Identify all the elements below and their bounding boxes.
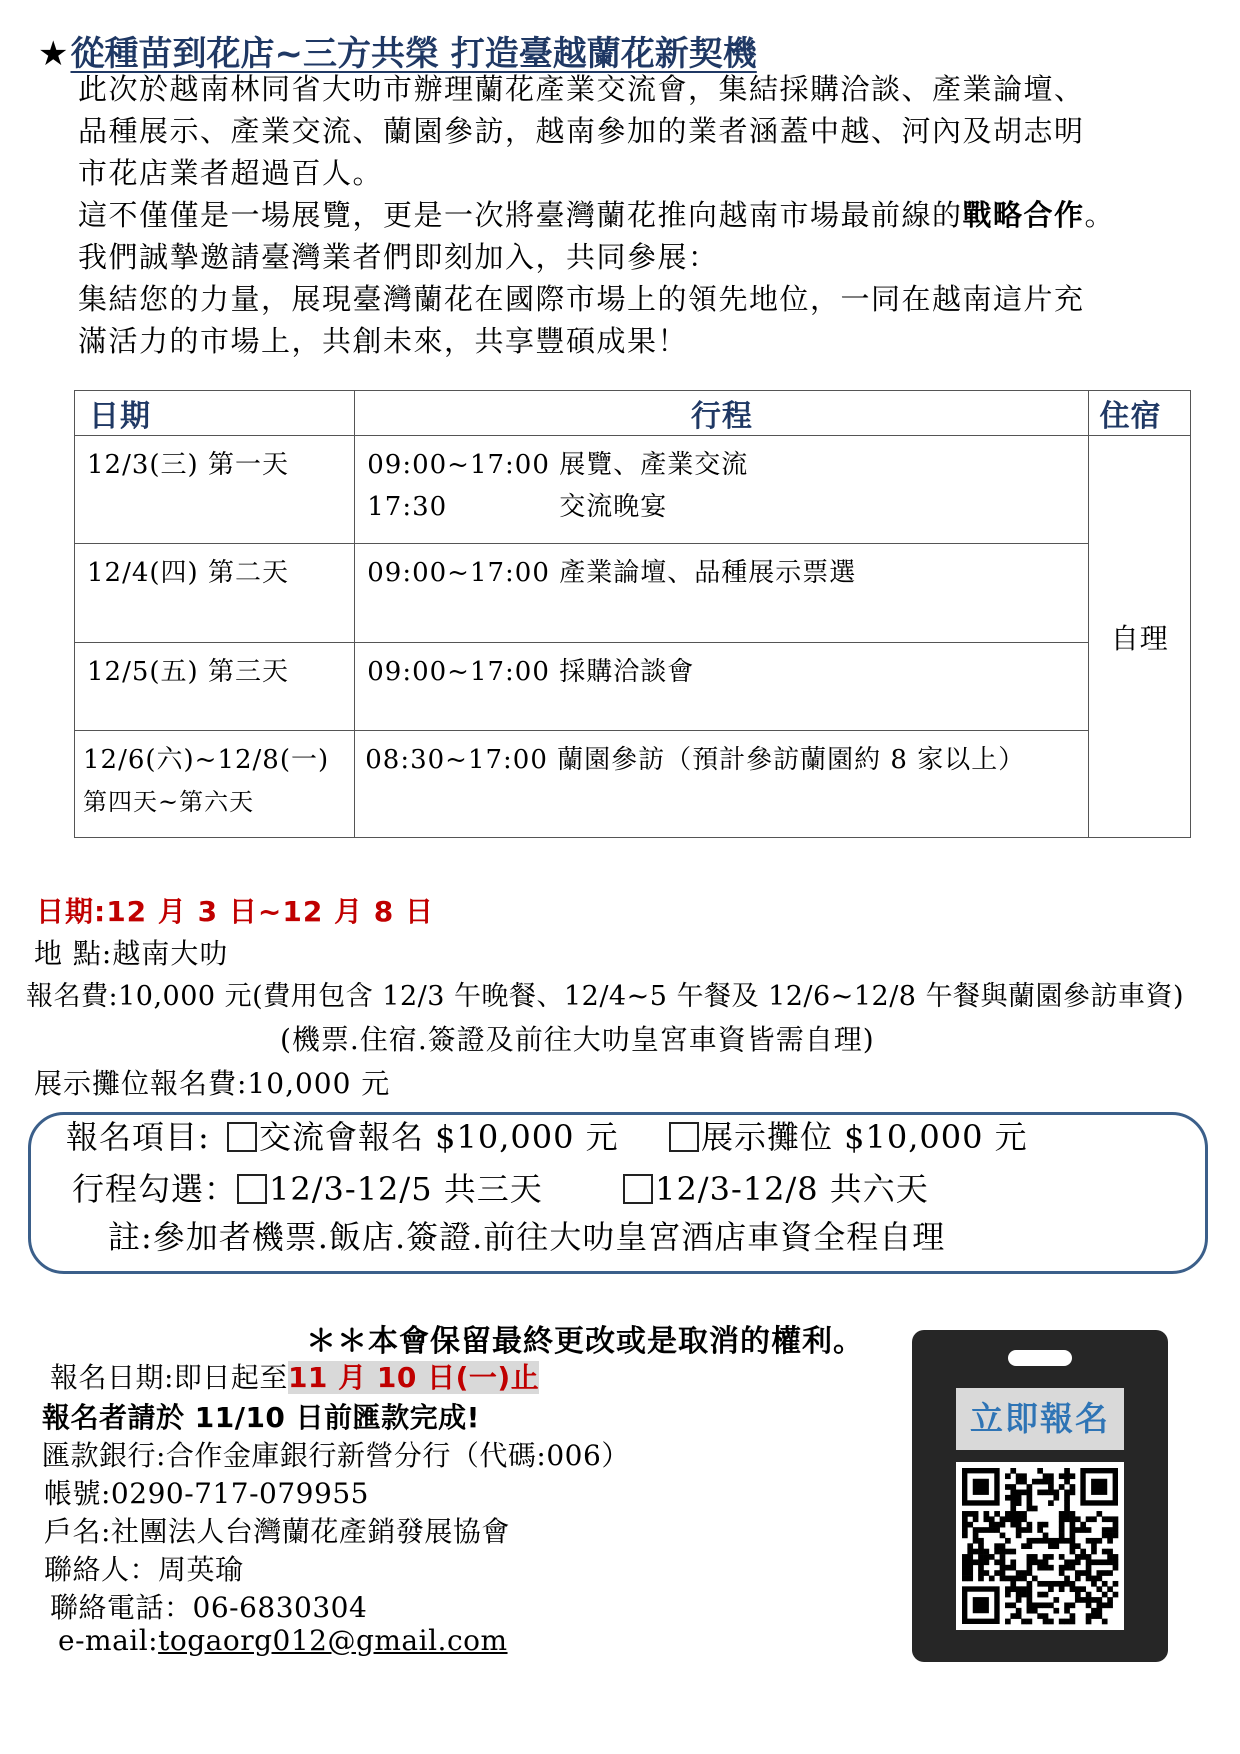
- row-date: [75, 731, 355, 838]
- reg-date: [50, 1356, 539, 1396]
- row-activity: 蘭園參訪（預計參訪蘭園約 8 家以上）: [557, 745, 1026, 775]
- rights-notice: ＊＊本會保留最終更改或是取消的權利。: [306, 1324, 864, 1359]
- intro-line: 滿活力的市場上，共創未來，共享豐碩成果！: [78, 324, 689, 358]
- checkbox-trip-6days[interactable]: [623, 1174, 653, 1204]
- row-activity: 交流晚宴: [559, 492, 668, 522]
- row-date: 12/4(四) 第二天: [75, 544, 355, 643]
- header-date: 日期: [75, 391, 355, 436]
- reg-date-deadline: 11 月 10 日(一)止: [287, 1361, 540, 1394]
- intro-line: 我們誠摯邀請臺灣業者們即刻加入，共同參展：: [78, 240, 719, 274]
- email-link[interactable]: togaorg012@gmail.com: [158, 1624, 508, 1657]
- header-lodging: 住宿: [1089, 391, 1191, 436]
- table-row: [75, 544, 1191, 643]
- row-date-range: 12/6(六)~12/8(一): [83, 745, 330, 775]
- checkbox-trip-3days[interactable]: [237, 1174, 267, 1204]
- row-time: 17:30: [367, 492, 448, 522]
- contact-phone: 聯絡電話：06-6830304: [50, 1591, 368, 1624]
- intro-line: 此次於越南林同省大叻市辦理蘭花產業交流會，集結採購洽談、產業論壇、: [78, 72, 1085, 106]
- row-itinerary: [355, 436, 1089, 544]
- row-date: 12/3(三) 第一天: [75, 436, 355, 544]
- registration-items: [66, 1112, 1028, 1158]
- row-itinerary: [355, 731, 1089, 838]
- intro-line: 市花店業者超過百人。: [78, 156, 384, 190]
- schedule-table: [74, 390, 1191, 838]
- items-label: 報名項目:: [66, 1118, 210, 1156]
- trip-3days-label: 12/3-12/5 共三天: [269, 1170, 543, 1208]
- payment-deadline: 報名者請於 11/10 日前匯款完成!: [42, 1401, 480, 1434]
- registration-note: 註:參加者機票.飯店.簽證.前往大叻皇宮酒店車資全程自理: [108, 1218, 946, 1256]
- row-activity: 展覽、產業交流: [559, 450, 749, 480]
- account-name: 戶名:社團法人台灣蘭花產銷發展協會: [44, 1515, 510, 1548]
- opt-booth-label: 展示攤位 $10,000 元: [701, 1118, 1028, 1156]
- star-icon: ★: [38, 34, 69, 74]
- qr-code-graphic: [956, 1462, 1124, 1630]
- row-date-days: 第四天~第六天: [83, 788, 255, 816]
- row-itinerary: [355, 643, 1089, 731]
- registration-trip: [72, 1164, 929, 1210]
- event-date: 日期:12 月 3 日~12 月 8 日: [36, 895, 435, 928]
- row-time: 09:00~17:00: [367, 558, 550, 588]
- checkbox-exchange[interactable]: [227, 1122, 257, 1152]
- table-row: [75, 731, 1191, 838]
- badge-slot: [1008, 1350, 1072, 1366]
- row-activity: 產業論壇、品種展示票選: [559, 558, 857, 588]
- bank-info: 匯款銀行:合作金庫銀行新營分行（代碼:006）: [42, 1439, 630, 1472]
- header-itinerary: 行程: [355, 391, 1089, 436]
- account-number: 帳號:0290-717-079955: [44, 1477, 369, 1510]
- intro-text: 。: [1084, 198, 1116, 232]
- opt-exchange-label: 交流會報名 $10,000 元: [258, 1118, 619, 1156]
- row-activity: 採購洽談會: [559, 657, 695, 687]
- reg-date-label: 報名日期:即日起至: [50, 1361, 288, 1394]
- contact-email: [58, 1624, 508, 1657]
- row-time: 08:30~17:00: [365, 745, 548, 775]
- intro-bold: 戰略合作: [962, 198, 1085, 232]
- intro-text: 這不僅僅是一場展覽，更是一次將臺灣蘭花推向越南市場最前線的: [78, 198, 963, 232]
- table-row: [75, 643, 1191, 731]
- row-time: 09:00~17:00: [367, 657, 550, 687]
- intro-line: [78, 194, 1218, 236]
- row-time: 09:00~17:00: [367, 450, 550, 480]
- qr-card: [912, 1330, 1168, 1662]
- title-text: 從種苗到花店~三方共榮 打造臺越蘭花新契機: [70, 34, 757, 74]
- row-date: 12/5(五) 第三天: [75, 643, 355, 731]
- intro-line: 集結您的力量，展現臺灣蘭花在國際市場上的領先地位，一同在越南這片充: [78, 282, 1085, 316]
- qr-code[interactable]: [956, 1462, 1124, 1630]
- trip-label: 行程勾選：: [72, 1170, 238, 1208]
- checkbox-booth[interactable]: [669, 1122, 699, 1152]
- event-fee-note: (機票.住宿.簽證及前往大叻皇宮車資皆需自理): [280, 1023, 875, 1056]
- contact-person: 聯絡人：周英瑜: [44, 1553, 244, 1586]
- table-header-row: [75, 391, 1191, 436]
- lodging-cell: 自理: [1089, 436, 1191, 838]
- intro-section: [78, 68, 1218, 362]
- email-label: e-mail:: [58, 1624, 159, 1657]
- event-place: 地 點:越南大叻: [34, 937, 229, 970]
- booth-fee: 展示攤位報名費:10,000 元: [34, 1067, 391, 1100]
- trip-6days-label: 12/3-12/8 共六天: [655, 1170, 929, 1208]
- intro-line: 品種展示、產業交流、蘭園參訪，越南參加的業者涵蓋中越、河內及胡志明: [78, 114, 1085, 148]
- event-fee: 報名費:10,000 元(費用包含 12/3 午晚餐、12/4~5 午餐及 12/6~12/8 午餐與蘭園參訪車資): [26, 981, 1185, 1012]
- row-itinerary: [355, 544, 1089, 643]
- table-row: [75, 436, 1191, 544]
- register-now-label[interactable]: 立即報名: [956, 1388, 1124, 1450]
